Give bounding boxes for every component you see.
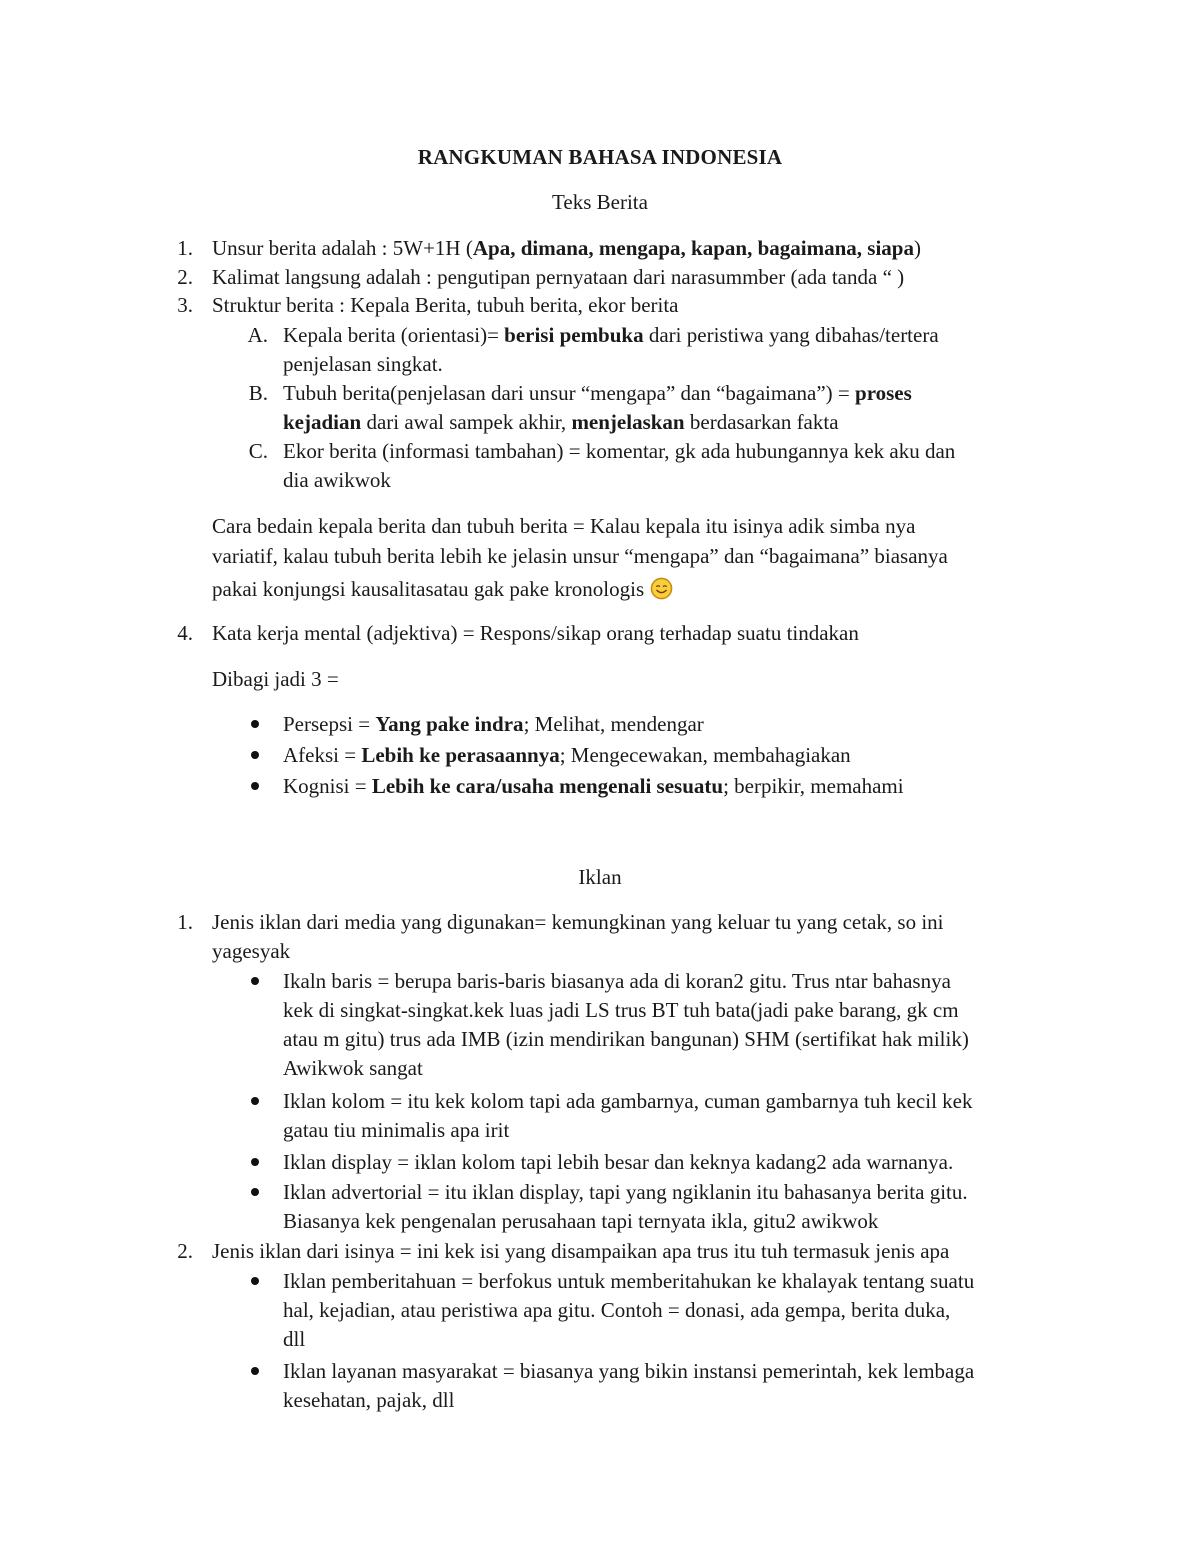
- list-item-struktur-berita: Struktur berita : Kepala Berita, tubuh berita, ekor berita: [212, 293, 679, 317]
- bullet-item-afeksi: Afeksi = Lebih ke perasaannya; Mengecewakan, membahagiakan: [283, 743, 851, 767]
- list-number: 4.: [177, 621, 193, 645]
- sublist-letter: B.: [248, 381, 268, 405]
- paragraph-line: variatif, kalau tubuh berita lebih ke jelasin unsur “mengapa” dan “bagaimana” biasanya: [212, 544, 948, 568]
- paragraph-line: Dibagi jadi 3 =: [212, 667, 339, 691]
- bullet-item-iklan-baris-cont: Awikwok sangat: [283, 1056, 423, 1080]
- bullet-icon: [251, 977, 259, 985]
- list-item-unsur-berita: Unsur berita adalah : 5W+1H (Apa, dimana, mengapa, kapan, bagaimana, siapa): [212, 236, 921, 260]
- sublist-item-kepala-berita: Kepala berita (orientasi)= berisi pembuka dari peristiwa yang dibahas/tertera: [283, 323, 939, 347]
- bullet-item-iklan-pemberitahuan-cont: dll: [283, 1327, 306, 1351]
- bullet-item-iklan-layanan-masyarakat-cont: kesehatan, pajak, dll: [283, 1388, 455, 1412]
- list-item-jenis-iklan-isi: Jenis iklan dari isinya = ini kek isi yang disampaikan apa trus itu tuh termasuk jenis apa: [212, 1239, 950, 1263]
- paragraph-line: pakai konjungsi kausalitasatau gak pake kronologis: [212, 573, 673, 602]
- bullet-item-iklan-kolom: Iklan kolom = itu kek kolom tapi ada gambarnya, cuman gambarnya tuh kecil kek: [283, 1089, 973, 1113]
- bullet-icon: [251, 720, 259, 728]
- bullet-item-iklan-pemberitahuan: Iklan pemberitahuan = berfokus untuk memberitahukan ke khalayak tentang suatu: [283, 1269, 975, 1293]
- sublist-letter: C.: [248, 439, 268, 463]
- bullet-icon: [251, 782, 259, 790]
- sublist-item-ekor-berita: Ekor berita (informasi tambahan) = komentar, gk ada hubungannya kek aku dan: [283, 439, 956, 463]
- bullet-item-kognisi: Kognisi = Lebih ke cara/usaha mengenali sesuatu; berpikir, memahami: [283, 774, 904, 798]
- list-number: 2.: [177, 1239, 193, 1263]
- bullet-icon: [251, 1188, 259, 1196]
- list-number: 3.: [177, 293, 193, 317]
- bullet-item-iklan-kolom-cont: gatau tiu minimalis apa irit: [283, 1118, 510, 1142]
- bullet-item-iklan-baris: Ikaln baris = berupa baris-baris biasanya ada di koran2 gitu. Trus ntar bahasnya: [283, 969, 951, 993]
- bullet-item-iklan-display: Iklan display = iklan kolom tapi lebih besar dan keknya kadang2 ada warnanya.: [283, 1150, 954, 1174]
- bullet-icon: [251, 1277, 259, 1285]
- bullet-icon: [251, 751, 259, 759]
- list-item-kata-kerja-mental: Kata kerja mental (adjektiva) = Respons/sikap orang terhadap suatu tindakan: [212, 621, 859, 645]
- list-number: 1.: [177, 910, 193, 934]
- sublist-item-tubuh-berita-cont: kejadian dari awal sampek akhir, menjelaskan berdasarkan fakta: [283, 410, 839, 434]
- bullet-item-iklan-advertorial-cont: Biasanya kek pengenalan perusahaan tapi ternyata ikla, gitu2 awikwok: [283, 1209, 879, 1233]
- paragraph-line: Cara bedain kepala berita dan tubuh berita = Kalau kepala itu isinya adik simba nya: [212, 514, 916, 538]
- sublist-letter: A.: [247, 323, 268, 347]
- list-number: 2.: [177, 265, 193, 289]
- list-item-jenis-iklan-media-cont: yagesyak: [212, 939, 291, 963]
- bullet-item-persepsi: Persepsi = Yang pake indra; Melihat, mendengar: [283, 712, 704, 736]
- bullet-icon: [251, 1367, 259, 1375]
- bullet-item-iklan-baris-cont: kek di singkat-singkat.kek luas jadi LS trus BT tuh bata(jadi pake barang, gk cm: [283, 998, 959, 1022]
- bullet-item-iklan-pemberitahuan-cont: hal, kejadian, atau peristiwa apa gitu. Contoh = donasi, ada gempa, berita duka,: [283, 1298, 951, 1322]
- sublist-item-ekor-berita-cont: dia awikwok: [283, 468, 391, 492]
- bullet-item-iklan-layanan-masyarakat: Iklan layanan masyarakat = biasanya yang bikin instansi pemerintah, kek lembaga: [283, 1359, 975, 1383]
- section-heading-iklan: Iklan: [578, 865, 622, 889]
- list-item-jenis-iklan-media: Jenis iklan dari media yang digunakan= kemungkinan yang keluar tu yang cetak, so ini: [212, 910, 944, 934]
- bullet-item-iklan-baris-cont: atau m gitu) trus ada IMB (izin mendirikan bangunan) SHM (sertifikat hak milik): [283, 1027, 969, 1051]
- page-title: RANGKUMAN BAHASA INDONESIA: [417, 145, 783, 169]
- smiling-face-icon: [650, 577, 673, 600]
- sublist-item-kepala-berita-cont: penjelasan singkat.: [283, 352, 443, 376]
- list-number: 1.: [177, 236, 193, 260]
- bullet-icon: [251, 1158, 259, 1166]
- sublist-item-tubuh-berita: Tubuh berita(penjelasan dari unsur “mengapa” dan “bagaimana”) = proses: [283, 381, 912, 405]
- section-heading-teks-berita: Teks Berita: [552, 190, 648, 214]
- bullet-icon: [251, 1097, 259, 1105]
- bullet-item-iklan-advertorial: Iklan advertorial = itu iklan display, tapi yang ngiklanin itu bahasanya berita gitu.: [283, 1180, 968, 1204]
- list-item-kalimat-langsung: Kalimat langsung adalah : pengutipan pernyataan dari narasummber (ada tanda “ ): [212, 265, 905, 289]
